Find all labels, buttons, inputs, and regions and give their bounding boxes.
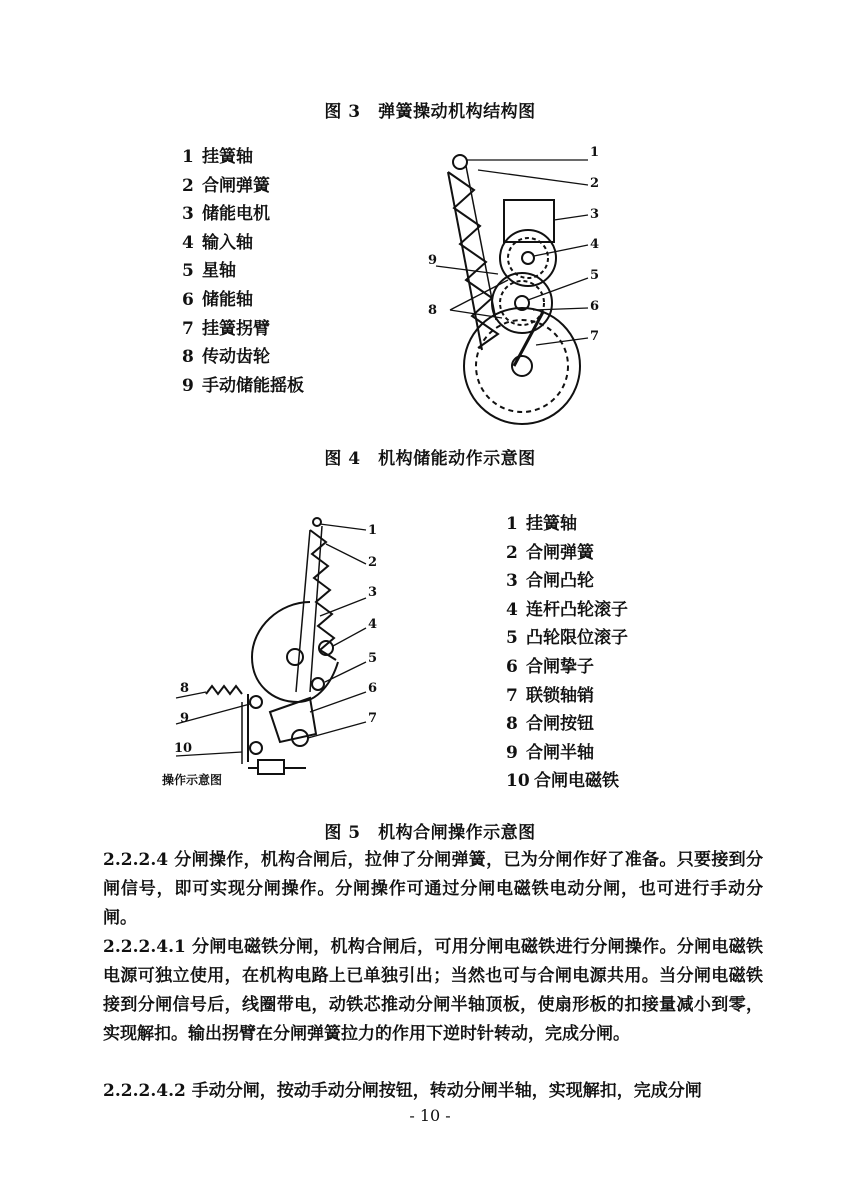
closing-cam — [252, 602, 338, 702]
callout-5: 5 — [590, 268, 600, 283]
star-gear-teeth — [500, 281, 544, 325]
closing-operation-diagram — [160, 502, 400, 792]
legend-item: 4 连杆凸轮滚子 — [506, 599, 628, 620]
figure5-legend — [506, 510, 628, 796]
figure3-caption: 图 3 弹簧操动机构结构图 — [324, 102, 536, 122]
legend-item: 1 挂簧轴 — [182, 147, 253, 167]
legend-item: 7 挂簧拐臂 — [182, 318, 270, 339]
spring-rail — [466, 166, 496, 320]
cam-shaft — [287, 649, 303, 665]
callout-7: 7 — [590, 329, 600, 344]
closing-electromagnet — [258, 760, 284, 774]
legend-item: 10 合闸电磁铁 — [506, 771, 619, 792]
legend-item: 9 手动储能摇板 — [182, 375, 304, 396]
legend-item: 6 储能轴 — [182, 289, 253, 310]
callout-8: 8 — [428, 303, 438, 318]
closing-half-shaft — [250, 696, 262, 708]
legend-item: 5 凸轮限位滚子 — [506, 628, 628, 649]
storage-gear — [464, 308, 580, 424]
callout-9: 9 — [428, 253, 438, 268]
paragraph-manual-opening: 2.2.2.4.2 手动分闸，按动手动分闸按钮，转动分闸半轴，实现解扣，完成分闸 — [103, 1081, 702, 1101]
paragraph-opening-operation: 2.2.2.4 分闸操作，机构合闸后，拉伸了分闸弹簧，已为分闸作好了准备。只要接到分闸信号，即可实现分闸操作。分闸操作可通过分闸电磁铁电动分闸，也可进行手动分闸。 — [103, 850, 763, 928]
callout-4: 4 — [368, 617, 378, 632]
legend-item: 3 储能电机 — [182, 204, 270, 225]
figure5-caption: 图 5 机构合闸操作示意图 — [324, 823, 536, 843]
callout-2: 2 — [368, 555, 378, 570]
hanging-shaft-circle — [313, 518, 321, 526]
legend-item: 2 合闸弹簧 — [182, 175, 270, 196]
legend-item: 3 合闸凸轮 — [506, 571, 594, 592]
legend-item: 4 输入轴 — [182, 232, 253, 253]
callout-4: 4 — [590, 237, 600, 252]
figure4-caption: 图 4 机构储能动作示意图 — [324, 449, 536, 469]
input-gear-teeth — [508, 238, 548, 278]
input-shaft — [522, 252, 534, 264]
hanging-shaft-circle — [453, 155, 467, 169]
button-spring — [206, 686, 242, 694]
legend-item: 8 合闸按钮 — [506, 714, 594, 735]
paragraph-electromagnet-opening: 2.2.2.4.1 分闸电磁铁分闸，机构合闸后，可用分闸电磁铁进行分闸操作。分闸电磁铁电源可独立使用，在机构电路上已单独引出；当然也可与合闸电源共用。当分闸电磁铁接到分闸信号后，线圈带电，动铁芯推动分闸半轴顶板，使扇形板的扣接量减小到零，实现解扣。输出拐臂在分闸弹簧拉力的作用下逆时针转动，完成分闸。 — [103, 937, 763, 1044]
callout-6: 6 — [590, 299, 600, 314]
legend-item: 9 合闸半轴 — [506, 742, 594, 763]
callout-3: 3 — [590, 207, 600, 222]
callout-10: 10 — [174, 741, 193, 756]
callout-1: 1 — [368, 523, 378, 538]
callout-3: 3 — [368, 585, 378, 600]
callout-8: 8 — [180, 681, 190, 696]
legend-item: 1 挂簧轴 — [506, 514, 577, 534]
callout-1: 1 — [590, 145, 600, 160]
page-number: - 10 - — [409, 1106, 451, 1125]
inset-label: 操作示意图 — [162, 773, 223, 787]
callout-2: 2 — [590, 176, 600, 191]
legend-item: 5 星轴 — [182, 261, 236, 282]
spring-rail — [296, 530, 310, 692]
figure3-legend — [182, 143, 304, 400]
callout-5: 5 — [368, 651, 378, 666]
callout-7: 7 — [368, 711, 378, 726]
legend-item: 7 联锁轴销 — [506, 685, 594, 706]
legend-item: 8 传动齿轮 — [182, 347, 270, 368]
cam-limit-roller — [312, 678, 324, 690]
half-shaft-roller — [250, 742, 262, 754]
callout-6: 6 — [368, 681, 378, 696]
callout-9: 9 — [180, 711, 190, 726]
spring-mechanism-diagram — [418, 140, 618, 430]
legend-item: 6 合闸挚子 — [506, 656, 594, 677]
legend-item: 2 合闸弹簧 — [506, 542, 594, 563]
